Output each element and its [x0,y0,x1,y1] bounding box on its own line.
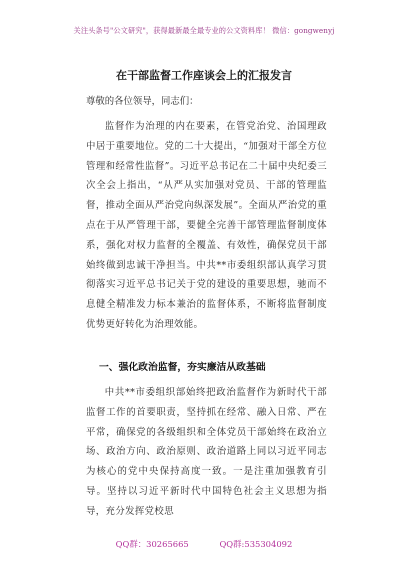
body-paragraph-1: 监督作为治理的内在要素，在管党治党、治国理政中居于重要地位。党的二十大提出，“加强对干部全方位管理和经常性监督”。习近平总书记在二十届中央纪委三次全会上指出，“从严从实加强对党员、干部的管理监督，推动全面从严治党向纵深发展”。全面从严治党的重点在于从严管理干部，要健全完善干部管理监督制度体系，强化对权力监督的全覆盖、有效性，确保党员干部始终做到忠诚干净担当。中共**市委组织部认真学习贯彻落实习近平总书记关于党的建设的重要思想，驰而不息健全精准发力标本兼治的监督体系，不断将监督制度优势更好转化为治理效能。 [86,121,327,330]
greeting-line: 尊敬的各位领导，同志们： [86,96,199,107]
footer-contact [0,538,408,550]
footer-qq-group-1: QQ群：30265665 [115,539,189,549]
document-title: 在干部监督工作座谈会上的汇报发言 [116,69,292,82]
section-heading-1: 一、强化政治监督，夯实廉洁从政基础 [99,362,266,373]
footer-qq-group-2: QQ群:535304092 [219,539,293,549]
body-paragraph-2: 中共**市委组织部始终把政治监督作为新时代干部监督工作的首要职责，坚持抓在经常、融入日常、严在平常，确保党的各级组织和全体党员干部始终在政治立场、政治方向、政治原则、政治道路上同以习近平同志为核心的党中央保持高度一致。一是注重加强教育引导。坚持以习近平新时代中国特色社会主义思想为指导，充分发挥党校思 [86,387,327,517]
header-promo-note: 关注头条号"公文研究"，获得最新最全最专业的公文资料库！ 微信：gongwenyj [73,26,335,35]
